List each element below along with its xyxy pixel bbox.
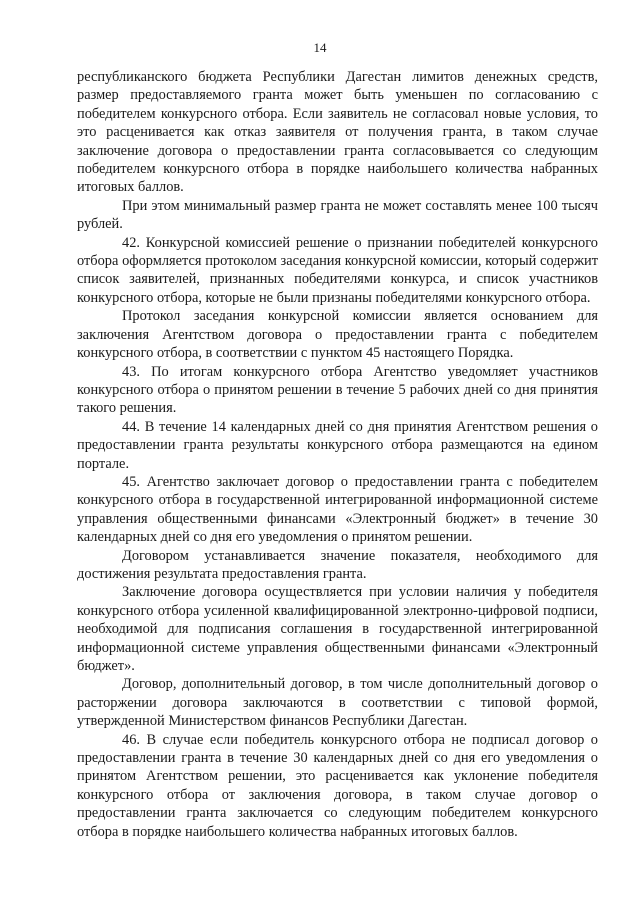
document-body <box>77 68 598 841</box>
paragraph-45: 45. Агентство заключает договор о предоставлении гранта с победителем конкурсного отбора в государственной интегрированной информационной системе управления общественными финансами «Электронный бюджет» в течение 30 календарных дней со дня его уведомления о принятом решении. <box>77 473 598 546</box>
paragraph-42: 42. Конкурсной комиссией решение о признании победителей конкурсного отбора оформляется протоколом заседания конкурсной комиссии, который содержит список заявителей, признанных победителями конкурса, и список участников конкурсного отбора, которые не были признаны победителями конкурсного отбора. <box>77 234 598 306</box>
paragraph-protocol: Протокол заседания конкурсной комиссии является основанием для заключения Агентством договора о предоставлении гранта с победителем конкурсного отбора, в соответствии с пунктом 45 настоящего Порядка. <box>77 308 598 362</box>
paragraph-43: 43. По итогам конкурсного отбора Агентство уведомляет участников конкурсного отбора о принятом решении в течение 5 рабочих дней со дня принятия такого решения. <box>77 363 598 417</box>
paragraph-signature: Заключение договора осуществляется при условии наличия у победителя конкурсного отбора усиленной квалифицированной электронно-цифровой подписи, необходимой для подписания соглашения в государственной интегрированной информационной системе управления общественными финансами «Электронный бюджет». <box>77 584 598 674</box>
paragraph-min-grant: При этом минимальный размер гранта не может составлять менее 100 тысяч рублей. <box>77 197 598 233</box>
paragraph-44: 44. В течение 14 календарных дней со дня принятия Агентством решения о предоставлении гранта результаты конкурсного отбора размещаются на едином портале. <box>77 418 598 472</box>
paragraph-46: 46. В случае если победитель конкурсного отбора не подписал договор о предоставлении гранта в течение 30 календарных дней со дня его уведомления о принятом Агентством решении, это расценивается как уклонение победителя конкурсного отбора от заключения договора, в таком случае договор о предоставлении гранта заключается со следующим победителем конкурсного отбора в порядке наибольшего количества набранных итоговых баллов. <box>77 731 598 840</box>
paragraph-continuation: республиканского бюджета Республики Дагестан лимитов денежных средств, размер предоставляемого гранта может быть уменьшен по согласованию с победителем конкурсного отбора. Если заявитель не согласовал новые условия, то это расценивается как отказ заявителя от получения гранта, в таком случае заключение договора о предоставлении гранта согласовывается со следующим победителем конкурсного отбора в порядке наибольшего количества набранных итоговых баллов. <box>77 69 598 196</box>
paragraph-typical-form: Договор, дополнительный договор, в том числе дополнительный договор о расторжении договора заключаются в соответствии с типовой формой, утвержденной Министерством финансов Республики Дагестан. <box>77 676 598 730</box>
paragraph-indicator: Договором устанавливается значение показателя, необходимого для достижения результата предоставления гранта. <box>77 547 598 582</box>
page-number: 14 <box>313 40 327 55</box>
